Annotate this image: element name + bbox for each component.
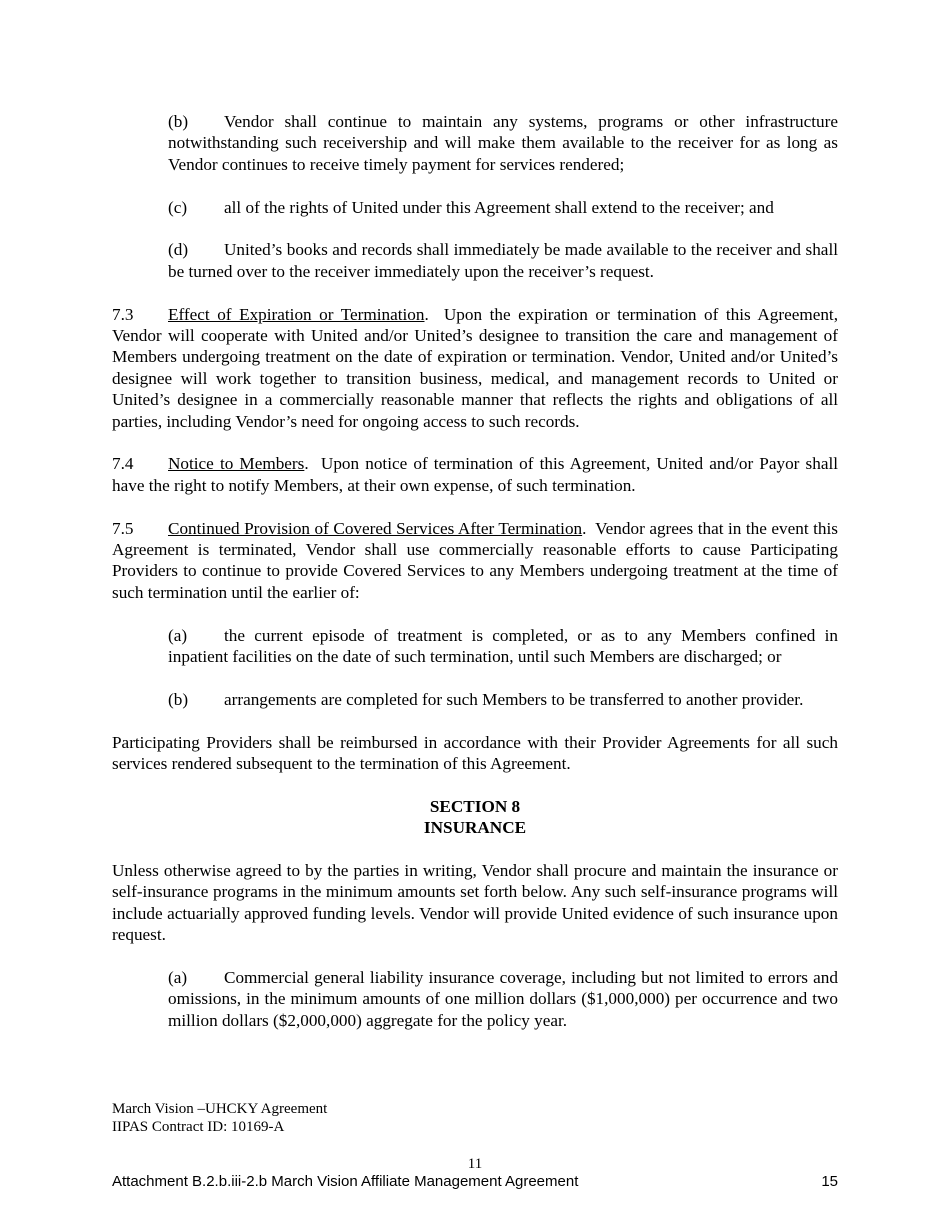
item-c-receivership: (c) all of the rights of United under this Agreement shall extend to the receiver; and	[168, 197, 774, 217]
attachment-label: Attachment B.2.b.iii-2.b March Vision Affiliate Management Agreement	[112, 1173, 579, 1190]
section-8-intro: Unless otherwise agreed to by the parties in writing, Vendor shall procure and maintain the insurance or self-insurance programs in the minimum amounts set forth below. Any such self-insurance programs will include actuarially approved funding levels. Vendor will provide United evidence of such insurance upon request.	[112, 861, 838, 945]
page-number: 11	[467, 1156, 483, 1172]
section-7-5-heading: Continued Provision of Covered Services After Termination	[168, 518, 583, 538]
footer-agreement-name: March Vision –UHCKY Agreement	[112, 1101, 328, 1117]
attachment-page-number: 15	[821, 1173, 838, 1190]
document-body	[112, 111, 838, 1031]
footer-agreement-info	[112, 1100, 327, 1136]
section-7-3-heading: Effect of Expiration or Termination	[168, 304, 425, 324]
section-8-title: SECTION 8	[429, 796, 521, 816]
item-d-receivership: (d) United’s books and records shall immediately be made available to the receiver and shall be turned over to the receiver immediately upon the receiver’s request.	[168, 240, 838, 281]
section-7-3: 7.3 Effect of Expiration or Termination. Upon the expiration or termination of this Agreement, Vendor will cooperate with United and/or United’s designee to transition the care and management of Members undergoing treatment on the date of expiration or termination. Vendor, United and/or United’s designee will work together to transition business, medical, and management records to United or United’s designee in a commercially reasonable manner that reflects the rights and obligations of all parties, including Vendor’s need for ongoing access to such records.	[112, 304, 838, 431]
item-a-insurance: (a) Commercial general liability insurance coverage, including but not limited to errors and omissions, in the minimum amounts of one million dollars ($1,000,000) per occurrence and two million dollars ($2,000,000) aggregate for the policy year.	[168, 968, 838, 1030]
section-8-subtitle: INSURANCE	[423, 818, 527, 838]
item-b-continued: (b) arrangements are completed for such Members to be transferred to another provider.	[168, 689, 804, 709]
item-a-continued: (a) the current episode of treatment is completed, or as to any Members confined in inpatient facilities on the date of such termination, until such Members are discharged; or	[168, 625, 838, 667]
section-7-4-heading: Notice to Members	[168, 454, 305, 474]
section-7-4: 7.4 Notice to Members. Upon notice of termination of this Agreement, United and/or Payor shall have the right to notify Members, at their own expense, of such termination.	[112, 454, 838, 495]
item-b-receivership: (b) Vendor shall continue to maintain any systems, programs or other infrastructure notwithstanding such receivership and will make them available to the receiver for as long as Vendor continues to receive timely payment for services rendered;	[168, 112, 838, 174]
footer-contract-id: IIPAS Contract ID: 10169-A	[112, 1119, 285, 1135]
section-7-5: 7.5 Continued Provision of Covered Services After Termination. Vendor agrees that in the event this Agreement is terminated, Vendor shall use commercially reasonable efforts to cause Participating Providers to continue to provide Covered Services to any Members undergoing treatment at the time of such termination until the earlier of:	[112, 518, 838, 602]
section-7-5-closing: Participating Providers shall be reimbursed in accordance with their Provider Agreements for all such services rendered subsequent to the termination of this Agreement.	[112, 732, 838, 774]
